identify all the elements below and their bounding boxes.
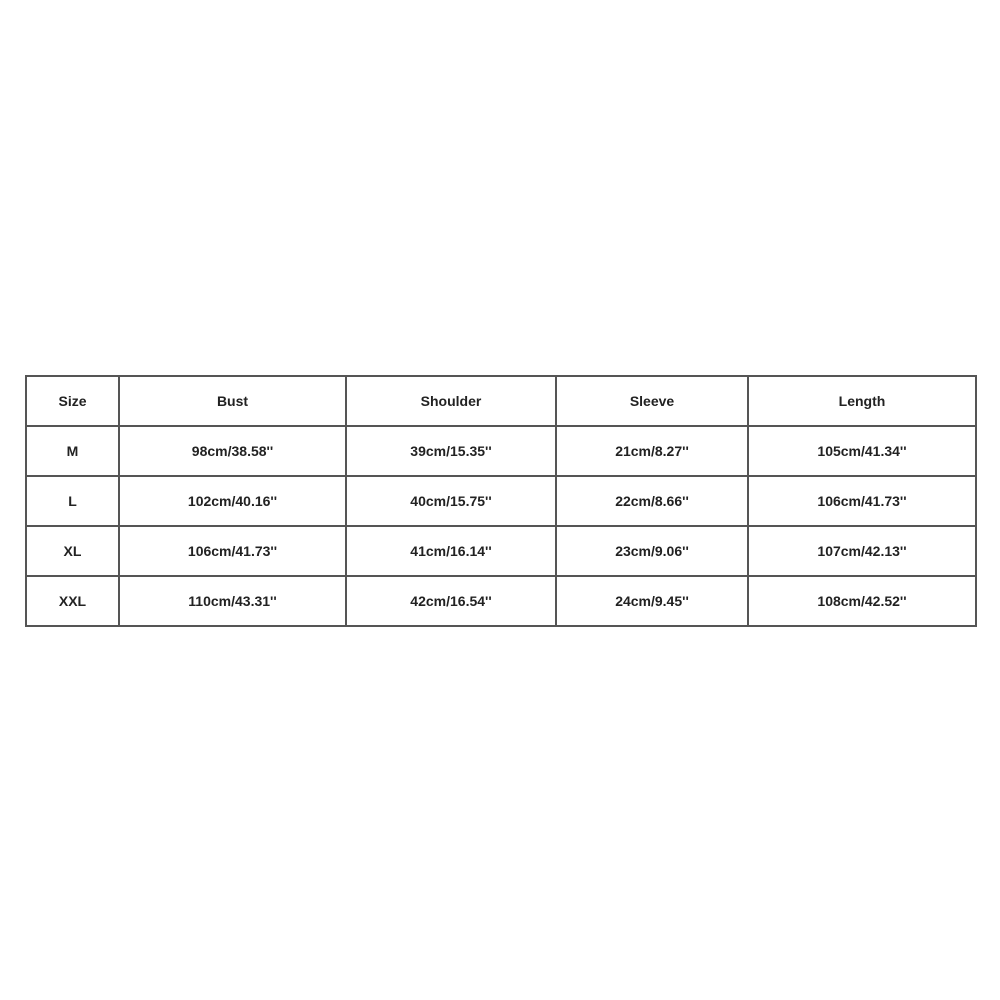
shoulder-cell: 41cm/16.14'' [346,526,556,576]
size-chart-table [25,375,977,627]
shoulder-cell: 39cm/15.35'' [346,426,556,476]
size-cell: L [26,476,119,526]
bust-cell: 102cm/40.16'' [119,476,346,526]
size-cell: XL [26,526,119,576]
bust-cell: 106cm/41.73'' [119,526,346,576]
size-cell: M [26,426,119,476]
table-row [26,426,976,476]
length-cell: 105cm/41.34'' [748,426,976,476]
header-bust: Bust [119,376,346,426]
header-length: Length [748,376,976,426]
table-row [26,526,976,576]
length-cell: 108cm/42.52'' [748,576,976,626]
length-cell: 106cm/41.73'' [748,476,976,526]
shoulder-cell: 40cm/15.75'' [346,476,556,526]
bust-cell: 98cm/38.58'' [119,426,346,476]
header-sleeve: Sleeve [556,376,748,426]
header-row [26,376,976,426]
length-cell: 107cm/42.13'' [748,526,976,576]
sleeve-cell: 21cm/8.27'' [556,426,748,476]
sleeve-cell: 22cm/8.66'' [556,476,748,526]
header-shoulder: Shoulder [346,376,556,426]
sleeve-cell: 24cm/9.45'' [556,576,748,626]
shoulder-cell: 42cm/16.54'' [346,576,556,626]
sleeve-cell: 23cm/9.06'' [556,526,748,576]
table-row [26,576,976,626]
bust-cell: 110cm/43.31'' [119,576,346,626]
table-row [26,476,976,526]
size-cell: XXL [26,576,119,626]
header-size: Size [26,376,119,426]
